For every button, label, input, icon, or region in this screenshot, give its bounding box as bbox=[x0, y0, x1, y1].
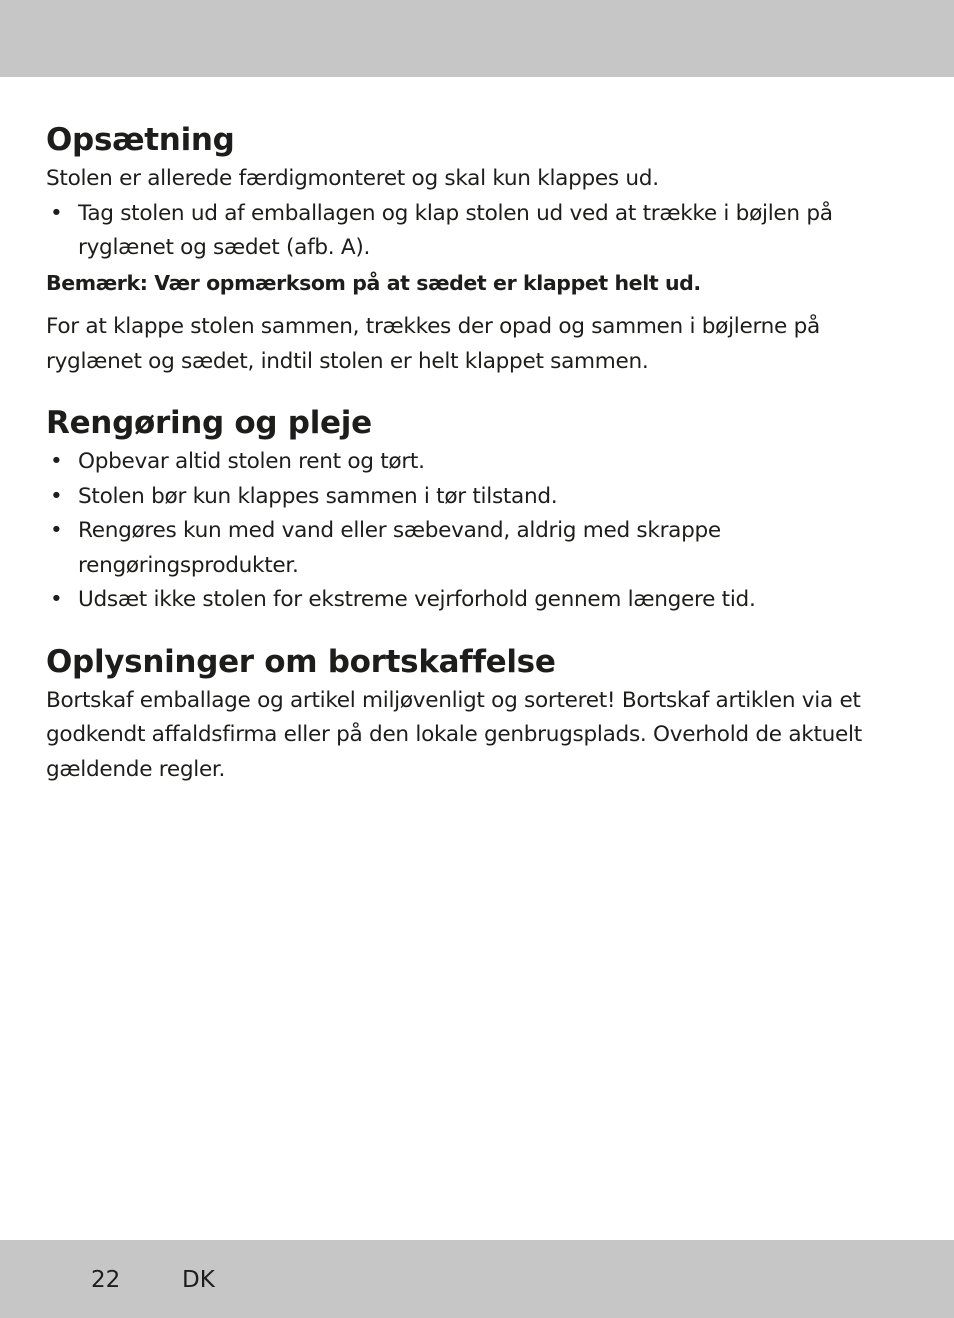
section-cleaning bbox=[46, 401, 894, 618]
section-disposal bbox=[46, 640, 894, 788]
section-setup bbox=[46, 118, 894, 379]
bullet-icon: • bbox=[50, 587, 63, 612]
page-content bbox=[46, 118, 894, 787]
heading-cleaning: Rengøring og pleje bbox=[46, 405, 372, 441]
bullet-icon: • bbox=[50, 449, 63, 474]
list-item bbox=[46, 514, 894, 583]
page-number: 22 bbox=[91, 1267, 121, 1293]
language-code: DK bbox=[182, 1267, 215, 1293]
heading-setup: Opsætning bbox=[46, 122, 235, 158]
cleaning-bullet-list bbox=[46, 445, 894, 618]
header-band bbox=[0, 0, 954, 77]
list-item-text: Stolen bør kun klappes sammen i tør tilstand. bbox=[78, 483, 558, 509]
list-item bbox=[46, 197, 894, 266]
list-item bbox=[46, 583, 894, 618]
list-item-text: Opbevar altid stolen rent og tørt. bbox=[78, 449, 425, 474]
setup-note: Bemærk: Vær opmærksom på at sædet er klappet helt ud. bbox=[46, 270, 701, 295]
bullet-icon: • bbox=[50, 200, 63, 226]
list-item-text: Tag stolen ud af emballagen og klap stolen ud ved at trække i bøjlen på ryglænet og sædet (afb. A). bbox=[78, 200, 833, 260]
bullet-icon: • bbox=[50, 483, 63, 509]
list-item-text: Udsæt ikke stolen for ekstreme vejrforhold gennem længere tid. bbox=[78, 587, 756, 612]
disposal-paragraph: Bortskaf emballage og artikel miljøvenligt og sorteret! Bortskaf artiklen via et godkendt affaldsfirma eller på den lokale genbrugsplads. Overhold de aktuelt gældende regler. bbox=[46, 687, 862, 782]
heading-disposal: Oplysninger om bortskaffelse bbox=[46, 643, 556, 680]
footer-band bbox=[0, 1240, 954, 1318]
list-item bbox=[46, 445, 894, 480]
setup-intro: Stolen er allerede færdigmonteret og skal kun klappes ud. bbox=[46, 166, 659, 191]
setup-bullet-list bbox=[46, 197, 894, 266]
list-item-text: Rengøres kun med vand eller sæbevand, aldrig med skrappe rengøringsprodukter. bbox=[78, 518, 721, 578]
bullet-icon: • bbox=[50, 518, 63, 543]
list-item bbox=[46, 480, 894, 515]
setup-paragraph: For at klappe stolen sammen, trækkes der opad og sammen i bøjlerne på ryglænet og sædet, indtil stolen er helt klappet sammen. bbox=[46, 314, 820, 374]
